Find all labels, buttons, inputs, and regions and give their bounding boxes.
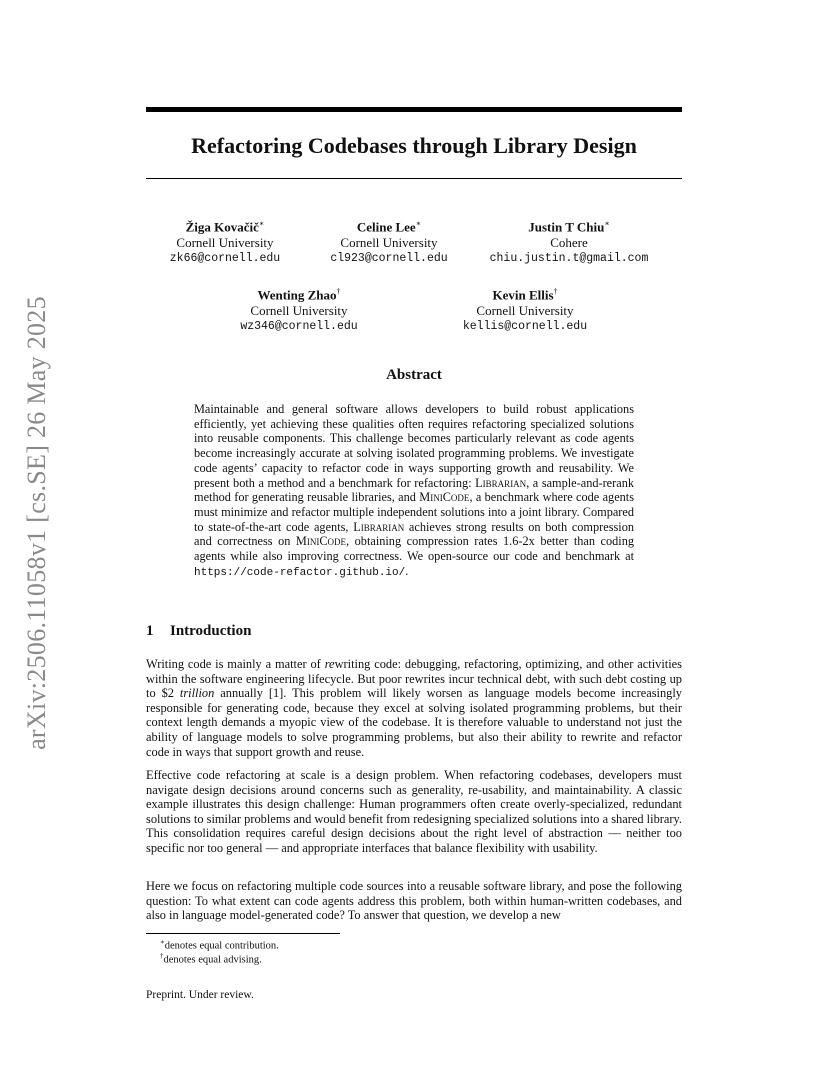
author-email[interactable]: chiu.justin.t@gmail.com [489, 252, 649, 266]
author-mark: ∗ [604, 219, 610, 228]
footnote-mark: † [160, 952, 164, 960]
minicode-name: MiniCode [419, 490, 470, 505]
author-mark: † [336, 287, 341, 296]
arxiv-identifier: arXiv:2506.11058v1 [cs.SE] 26 May 2025 [22, 296, 51, 750]
footnote: ∗denotes equal contribution. [160, 938, 279, 952]
author-email[interactable]: zk66@cornell.edu [169, 252, 281, 266]
author-name: Celine Lee [356, 219, 416, 235]
author-affiliation: Cornell University [250, 303, 348, 319]
author-mark: ∗ [258, 219, 265, 228]
section-number: 1 [146, 623, 154, 639]
section-title: Introduction [170, 623, 252, 639]
arxiv-sidebar-stamp [22, 283, 52, 763]
author-affiliation: Cohere [550, 235, 588, 251]
author-affiliation: Cornell University [476, 303, 574, 319]
author-name: Wenting Zhao [257, 287, 337, 303]
footnote-mark: ∗ [160, 938, 165, 946]
paper-title: Refactoring Codebases through Library Design [191, 133, 637, 158]
author-email[interactable]: cl923@cornell.edu [330, 252, 448, 266]
abstract-heading: Abstract [386, 367, 442, 383]
author-name: Justin T Chiu [528, 219, 605, 235]
author-name: Kevin Ellis [492, 287, 554, 303]
footnote: †denotes equal advising. [160, 952, 262, 966]
preprint-footer: Preprint. Under review. [146, 989, 254, 1001]
author-email[interactable]: kellis@cornell.edu [462, 320, 588, 334]
author-mark: ∗ [415, 219, 422, 228]
author-block [130, 216, 320, 267]
librarian-name: Librarian [475, 475, 527, 490]
title-top-rule [146, 107, 682, 112]
footnote-rule [146, 933, 340, 934]
intro-paragraph: Effective code refactoring at scale is a design problem. When refactoring codebases, developers must navigate design decisions around concerns such as generality, re-usability, and maintainability. A classic example illustrates this design challenge: Human programmers often create overly-specialized, redundant solutions to similar problems and would benefit from redesigning specialized solutions into a shared library. This consolidation requires careful design decisions about the right level of abstraction — neither too specific nor too general — and appropriate interfaces that balance flexibility with usability. [146, 768, 682, 855]
author-block [430, 284, 620, 335]
section-heading [146, 623, 251, 640]
author-block [464, 216, 674, 267]
author-mark: † [553, 287, 558, 296]
author-block [294, 216, 484, 267]
author-email[interactable]: wz346@cornell.edu [240, 320, 358, 334]
intro-paragraph: Writing code is mainly a matter of rewriting code: debugging, refactoring, optimizing, and other activities within the software engineering lifecycle. But poor rewrites incur technical debt, with such debt costing up to $2 trillion annually [1]. This problem will likely worsen as language models become increasingly responsible for generating code, because they excel at solving isolated programming problems, but their context length demands a myopic view of the codebase. It is therefore valuable to understand not just the ability of language models to solve programming problems, but also their ability to rewrite and refactor code in ways that support growth and reuse. [146, 657, 683, 759]
author-block [204, 284, 394, 335]
author-affiliation: Cornell University [176, 235, 274, 251]
project-url-link[interactable]: https://code-refactor.github.io/ [194, 566, 406, 579]
librarian-name: Librarian [353, 519, 405, 534]
abstract-text: Maintainable and general software allows developers to build robust applications efficiently, yet achieving these qualities often requires refactoring specialized solutions into reusable components. This challenge becomes particularly relevant as code agents become increasingly accurate at solving isolated programming problems. We investigate code agents’ capacity to refactor code in ways supporting growth and reusability. We present both a method and a benchmark for refactoring: Librarian, a sample-and-rerank method for generating reusable libraries, and MiniCode, a benchmark where code agents must minimize and refactor multiple independent solutions into a joint library. Compared to state-of-the-art code agents, Librarian achieves strong results on both compression and correctness on MiniCode, obtaining compression rates 1.6-2x better than coding agents while also improving correctness. We open-source our code and benchmark at https://code-refactor.github.io/. [194, 402, 634, 579]
title-bottom-rule [146, 178, 682, 179]
author-name: Žiga Kovačič [185, 219, 259, 235]
minicode-name: MiniCode [295, 534, 347, 549]
intro-paragraph: Here we focus on refactoring multiple code sources into a reusable software library, and pose the following question: To what extent can code agents address this problem, both within human-written codebases, and also in language model-generated code? To answer that question, we develop a new [146, 879, 682, 923]
author-affiliation: Cornell University [340, 235, 438, 251]
